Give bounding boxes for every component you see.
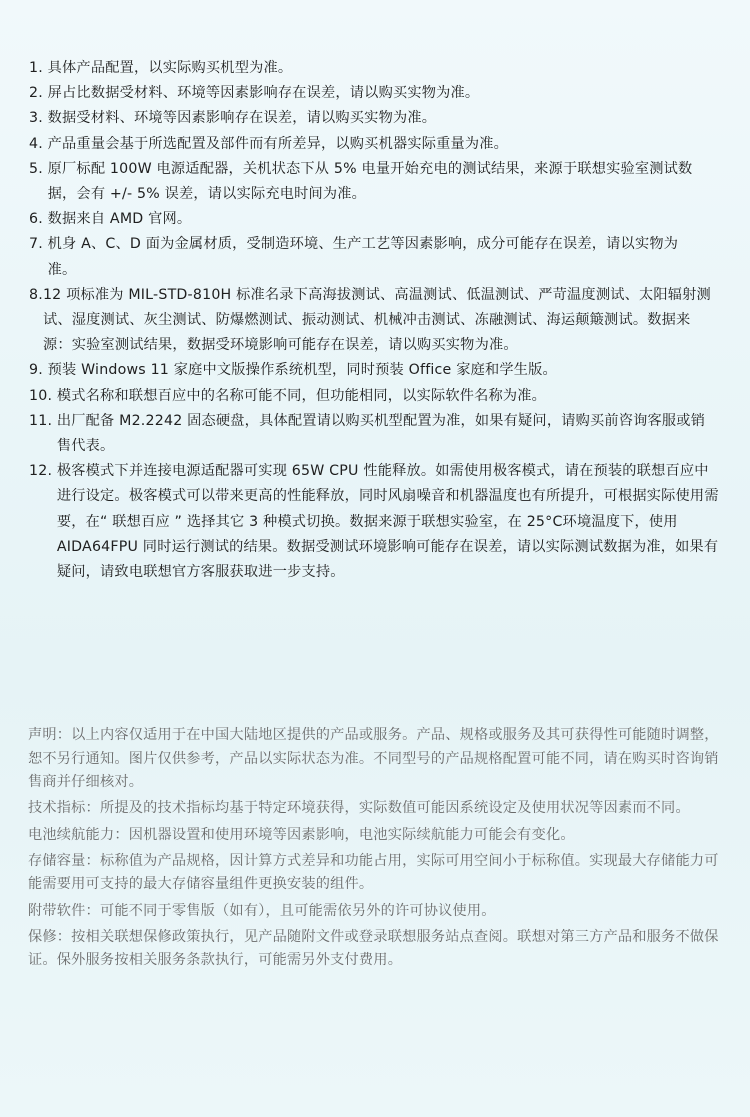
footnote-7: [29, 232, 719, 282]
footnote-number: 11.: [29, 412, 57, 429]
footnotes-list: [29, 56, 719, 585]
footnote-number: 5.: [29, 160, 48, 177]
disclaimer-statement: 声明：以上内容仅适用于在中国大陆地区提供的产品或服务。产品、规格或服务及其可获得性可能随时调整，恕不另行通知。图片仅供参考，产品以实际状态为准。不同型号的产品规格配置可能不同，请在购买时咨询销售商并仔细核对。: [28, 727, 719, 791]
footnote-5: [29, 157, 719, 207]
footnote-number: 2.: [29, 85, 48, 102]
footnote-8: [29, 283, 719, 359]
footnote-number: 8.: [29, 286, 43, 303]
footnote-text: 出厂配备 M2.2242 固态硬盘，具体配置请以购买机型配置为准，如果有疑问，请购买前咨询客服或销售代表。: [56, 412, 706, 455]
disclaimer-warranty: 保修：按相关联想保修政策执行，见产品随附文件或登录联想服务站点查阅。联想对第三方产品和服务不做保证。保外服务按相关服务条款执行，可能需另外支付费用。: [28, 928, 719, 969]
disclaimer-technical-specs: 技术指标：所提及的技术指标均基于特定环境获得，实际数值可能因系统设定及使用状况等因素而不同。: [28, 800, 690, 817]
footnote-10: [29, 384, 719, 409]
footnote-text: 数据来自 AMD 官网。: [47, 211, 192, 228]
footnote-11: [29, 409, 719, 459]
footnote-text: 原厂标配 100W 电源适配器，关机状态下从 5% 电量开始充电的测试结果，来源于联想实验室测试数据，会有 +/- 5% 误差，请以实际充电时间为准。: [47, 160, 693, 203]
footnote-number: 3.: [29, 110, 48, 127]
footnote-2: [29, 81, 719, 106]
footnote-12: [29, 459, 719, 585]
footnote-text: 具体产品配置，以实际购买机型为准。: [47, 60, 293, 76]
disclaimer-section: [28, 724, 726, 976]
footnote-number: 12.: [29, 463, 57, 480]
disclaimer-battery-life: 电池续航能力：因机器设置和使用环境等因素影响，电池实际续航能力可能会有变化。: [28, 826, 575, 843]
footnote-number: 4.: [29, 135, 48, 152]
footnote-1: [29, 56, 719, 81]
footnote-4: [29, 132, 719, 157]
footnote-text: 模式名称和联想百应中的名称可能不同，但功能相同，以实际软件名称为准。: [56, 387, 547, 404]
footnote-number: 7.: [29, 236, 48, 253]
footnote-text: 预装 Windows 11 家庭中文版操作系统机型，同时预装 Office 家庭和学生版。: [47, 362, 557, 379]
disclaimer-bundled-software: 附带软件：可能不同于零售版（如有），且可能需依另外的许可协议使用。: [28, 902, 496, 919]
footnote-text: 产品重量会基于所选配置及部件而有所差异，以购买机器实际重量为准。: [47, 135, 509, 152]
footnote-text: 极客模式下并连接电源适配器可实现 65W CPU 性能释放。如需使用极客模式，请在预装的联想百应中进行设定。极客模式可以带来更高的性能释放，同时风扇噪音和机器温度也有所提升，可根据实际使用需要，在“ 联想百应 ” 选择其它 3 种模式切换。数据来源于联想实验室，在 25°C环境温度下，使用 AIDA64FPU 同时运行测试的结果。数据受测试环境影响可能存在误差，请以实际测试数据为准，如果有疑问，请致电联想官方客服获取进一步支持。: [56, 463, 719, 581]
footnote-text: 屏占比数据受材料、环境等因素影响存在误差，请以购买实物为准。: [47, 85, 480, 102]
footnote-text: 12 项标准为 MIL-STD-810H 标准名录下高海拔测试、高温测试、低温测试、严苛温度测试、太阳辐射测试、湿度测试、灰尘测试、防爆燃测试、振动测试、机械冲击测试、冻融测试、海运颠簸测试。数据来源：实验室测试结果，数据受环境影响可能存在误差，请以购买实物为准。: [42, 286, 711, 354]
footnote-text: 机身 A、C、D 面为金属材质，受制造环境、生产工艺等因素影响，成分可能存在误差，请以实物为准。: [47, 236, 679, 278]
footnote-6: [29, 207, 719, 232]
footnote-3: [29, 106, 719, 131]
footnote-number: 6.: [29, 211, 48, 228]
disclaimer-storage-capacity: 存储容量：标称值为产品规格，因计算方式差异和功能占用，实际可用空间小于标称值。实现最大存储能力可能需要用可支持的最大存储容量组件更换安装的组件。: [28, 852, 719, 893]
footnote-number: 9.: [29, 362, 48, 379]
footnote-text: 数据受材料、环境等因素影响存在误差，请以购买实物为准。: [47, 110, 437, 127]
footnote-9: [29, 358, 719, 383]
footnote-number: 1.: [29, 60, 48, 76]
footnote-number: 10.: [29, 387, 57, 404]
